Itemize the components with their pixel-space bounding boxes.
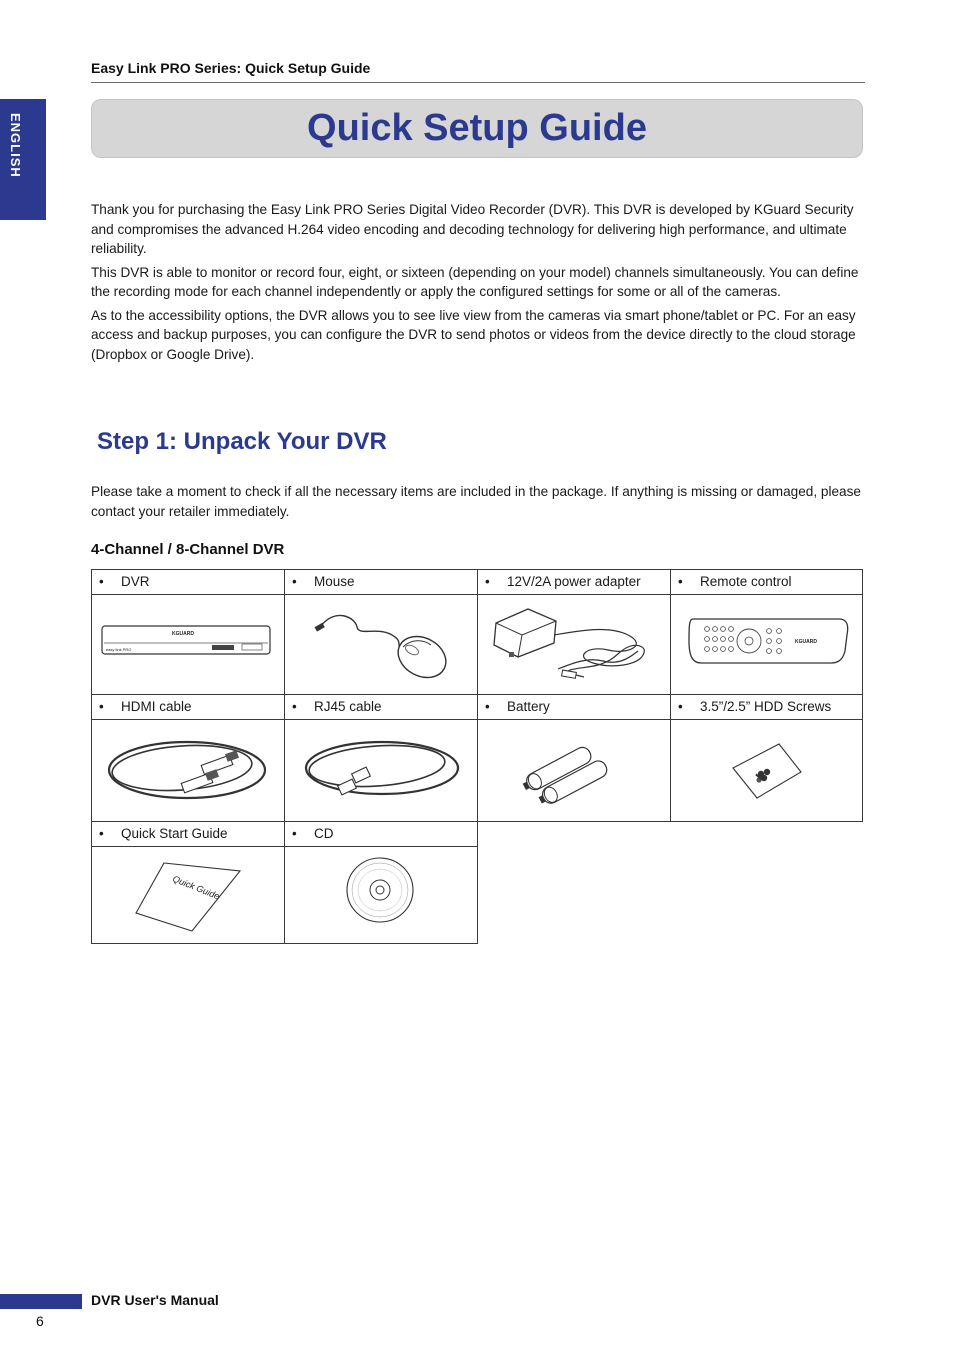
item-text: 3.5”/2.5” HDD Screws [700, 699, 832, 714]
bullet: • [99, 699, 104, 714]
language-tab-label: ENGLISH [8, 113, 23, 178]
power-adapter-icon [478, 595, 672, 696]
bullet: • [292, 699, 297, 714]
bullet: • [678, 699, 683, 714]
item-image-rj45-cable [284, 719, 478, 822]
item-text: 12V/2A power adapter [507, 574, 641, 589]
item-label-remote-control [670, 569, 863, 595]
item-label-hdmi-cable [91, 694, 285, 720]
item-image-remote-control [670, 594, 863, 695]
item-image-hdmi-cable [91, 719, 285, 822]
page-title: Quick Setup Guide [307, 107, 647, 149]
footer-title: DVR User's Manual [91, 1292, 219, 1308]
bullet: • [678, 574, 683, 589]
intro-section [91, 200, 861, 368]
battery-icon [478, 720, 672, 823]
remote-control-icon [671, 595, 864, 696]
intro-paragraph-2: This DVR is able to monitor or record four, eight, or sixteen (depending on your model) channels simultaneously. You can define the recording mode for each channel independently or apply the configured settings for some or all of the cameras. [91, 264, 859, 299]
footer-accent-bar [0, 1294, 82, 1309]
item-image-quick-start-guide [91, 846, 285, 944]
bullet: • [485, 699, 490, 714]
item-text: CD [314, 826, 334, 841]
item-image-power-adapter [477, 594, 671, 695]
dvr-icon [92, 595, 286, 696]
page-header-title: Easy Link PRO Series: Quick Setup Guide [91, 60, 371, 76]
item-label-cd [284, 821, 478, 847]
item-label-quick-start-guide [91, 821, 285, 847]
item-label-power-adapter [477, 569, 671, 595]
item-text: RJ45 cable [314, 699, 382, 714]
dvr-logo: KGUARD [172, 631, 194, 637]
cd-icon [285, 847, 479, 945]
item-text: Battery [507, 699, 550, 714]
mouse-icon [285, 595, 479, 696]
intro-paragraph-1: Thank you for purchasing the Easy Link PRO Series Digital Video Recorder (DVR). This DVR is developed by KGuard Security and compromises the advanced H.264 video encoding and decoding technology for delivering high performance, and ultimate reliability. [91, 202, 854, 256]
step-1-heading: Step 1: Unpack Your DVR [97, 428, 387, 455]
item-text: Quick Start Guide [121, 826, 228, 841]
item-text: Remote control [700, 574, 792, 589]
language-tab [0, 99, 46, 220]
dvr-brand: easy link PRO [106, 647, 132, 652]
item-image-cd [284, 846, 478, 944]
header-divider [91, 82, 865, 83]
item-label-hdd-screws [670, 694, 863, 720]
bullet: • [99, 574, 104, 589]
item-label-rj45-cable [284, 694, 478, 720]
screws-icon [671, 720, 864, 823]
bullet: • [292, 574, 297, 589]
item-image-mouse [284, 594, 478, 695]
hdmi-cable-icon [92, 720, 286, 823]
item-image-dvr [91, 594, 285, 695]
bullet: • [99, 826, 104, 841]
item-text: HDMI cable [121, 699, 192, 714]
bullet: • [485, 574, 490, 589]
title-banner [91, 99, 863, 158]
item-text: Mouse [314, 574, 355, 589]
item-image-battery [477, 719, 671, 822]
item-image-hdd-screws [670, 719, 863, 822]
step-1-text: Please take a moment to check if all the necessary items are included in the package. If anything is missing or damaged, please contact your retailer immediately. [91, 484, 861, 519]
item-label-dvr [91, 569, 285, 595]
page-number: 6 [36, 1313, 44, 1329]
bullet: • [292, 826, 297, 841]
quick-guide-icon [92, 847, 286, 945]
item-label-battery [477, 694, 671, 720]
remote-logo: KGUARD [795, 639, 817, 645]
package-subheading: 4-Channel / 8-Channel DVR [91, 541, 285, 558]
guide-cover-title: Quick Guide [171, 873, 221, 902]
item-text: DVR [121, 574, 150, 589]
rj45-cable-icon [285, 720, 479, 823]
intro-paragraph-3: As to the accessibility options, the DVR allows you to see live view from the cameras via smart phone/tablet or PC. For an easy access and backup purposes, you can configure the DVR to send photos or videos from the device directly to the cloud storage (Dropbox or Google Drive). [91, 307, 856, 362]
item-label-mouse [284, 569, 478, 595]
